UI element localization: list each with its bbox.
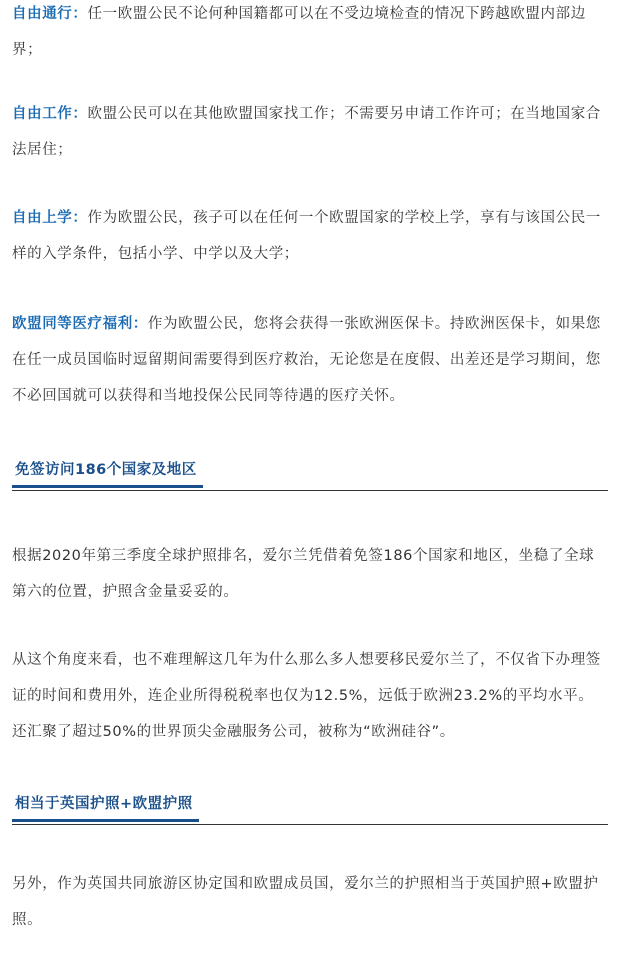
benefit-title: 自由通行： bbox=[12, 6, 88, 22]
benefit-healthcare bbox=[12, 306, 608, 414]
benefit-title: 自由上学： bbox=[12, 210, 88, 226]
uk-paragraph: 另外，作为英国共同旅游区协定国和欧盟成员国，爱尔兰的护照相当于英国护照+欧盟护照。 bbox=[12, 876, 599, 928]
visa-paragraph-ranking: 根据2020年第三季度全球护照排名，爱尔兰凭借着免签186个国家和地区，坐稳了全球第六的位置，护照含金量妥妥的。 bbox=[12, 548, 595, 600]
benefit-free-movement bbox=[12, 0, 608, 68]
benefit-text: 任一欧盟公民不论何种国籍都可以在不受边境检查的情况下跨越欧盟内部边界； bbox=[12, 6, 586, 58]
visa-paragraph-tax: 从这个角度来看，也不难理解这几年为什么那么多人想要移民爱尔兰了，不仅省下办理签证的时间和费用外，连企业所得税税率也仅为12.5%，远低于欧洲23.2%的平均水平。还汇聚了超过50%的世界顶尖金融服务公司，被称为“欧洲硅谷”。 bbox=[12, 652, 601, 740]
benefit-text: 欧盟公民可以在其他欧盟国家找工作；不需要另申请工作许可；在当地国家合法居住； bbox=[12, 106, 601, 158]
benefit-free-study bbox=[12, 200, 608, 272]
benefit-text: 作为欧盟公民，您将会获得一张欧洲医保卡。持欧洲医保卡，如果您在任一成员国临时逗留期间需要得到医疗救治，无论您是在度假、出差还是学习期间，您不必回国就可以获得和当地投保公民同等待遇的医疗关怀。 bbox=[12, 316, 601, 404]
benefit-title: 自由工作： bbox=[12, 106, 88, 122]
section-heading-visa-free bbox=[12, 458, 608, 488]
section-divider bbox=[12, 824, 608, 825]
section-divider bbox=[12, 490, 608, 491]
benefit-free-work bbox=[12, 96, 608, 168]
section-heading-uk-eu-passport bbox=[12, 792, 608, 822]
benefit-title: 欧盟同等医疗福利： bbox=[12, 316, 148, 332]
section-heading-text: 免签访问186个国家及地区 bbox=[12, 458, 203, 488]
benefit-text: 作为欧盟公民，孩子可以在任何一个欧盟国家的学校上学，享有与该国公民一样的入学条件，包括小学、中学以及大学； bbox=[12, 210, 601, 262]
section-heading-text: 相当于英国护照+欧盟护照 bbox=[12, 792, 199, 822]
